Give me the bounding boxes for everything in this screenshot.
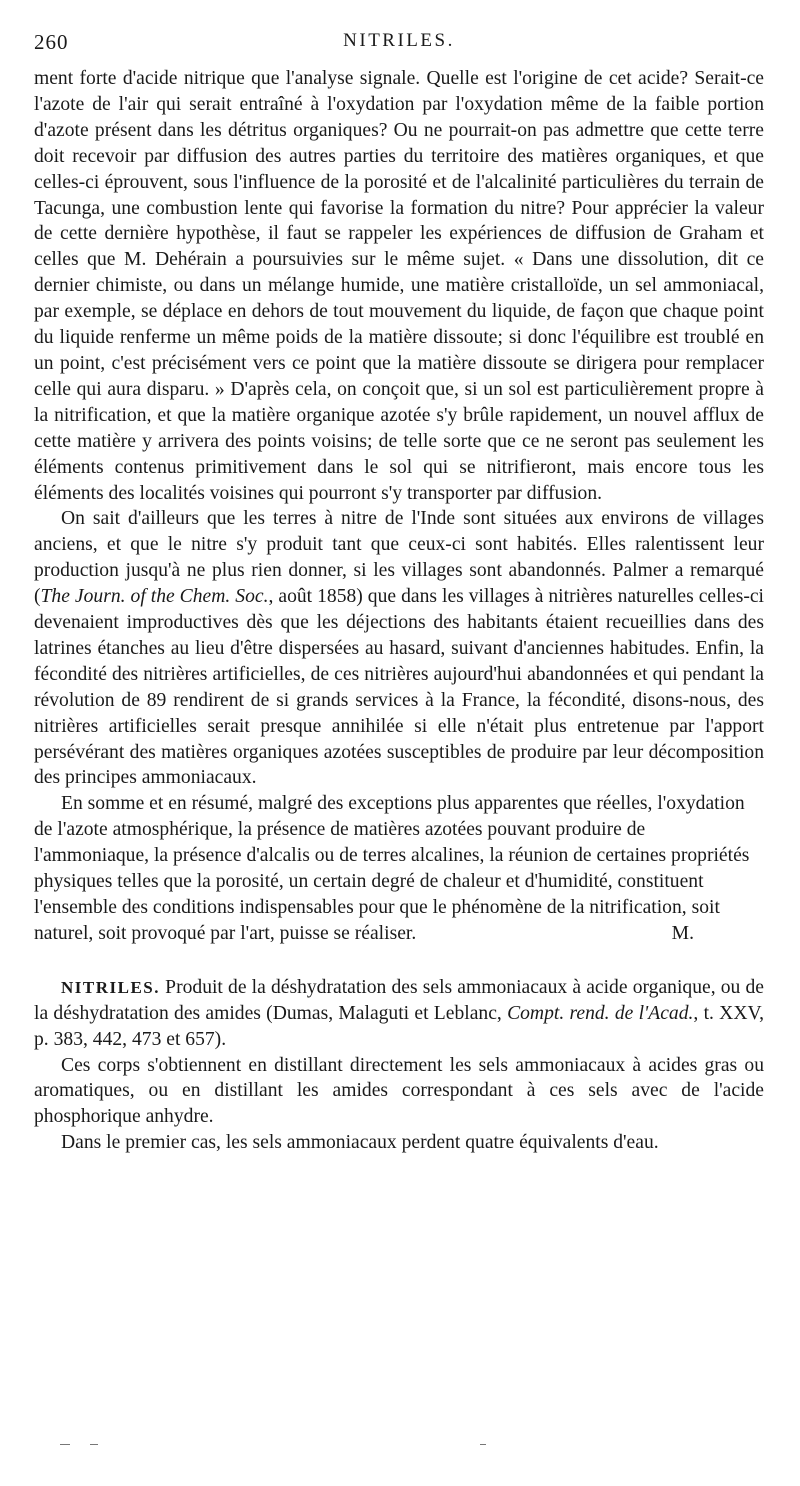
reference-title: Compt. rend. de l'Acad. — [507, 1002, 694, 1024]
dictionary-entry-nitriles — [34, 975, 764, 1053]
paragraph-text: Produit de la déshydratation des sels ammoniacaux à acide organique, ou de la déshydratation des amides (Dumas, Malaguti et Leblanc, — [34, 976, 764, 1024]
paragraph-summary — [34, 791, 764, 946]
rule-mark — [480, 1444, 486, 1445]
journal-title: The Journ. of the Chem. Soc. — [40, 586, 269, 608]
paragraph-text: En somme et en résumé, malgré des exceptions plus apparentes que réelles, l'oxydation de l'azote atmosphérique, la présence de matières azotées pouvant produire de l'ammoniaque, la présence d'alcalis ou de terres alcalines, la réunion de certaines propriétés physiques telles que la porosité, un certain degré de chaleur et d'humidité, constituent l'ensemble des conditions indispensables pour que le phénomène de la nitrification, soit naturel, soit provoqué par l'art, puisse se réaliser. — [34, 793, 750, 944]
page-header — [34, 30, 764, 58]
rule-mark — [60, 1444, 70, 1445]
paragraph-preparation: Ces corps s'obtiennent en distillant directement les sels ammoniacaux à acides gras ou aromatiques, ou en distillant les amides correspondant à ces sels avec de l'acide phosphorique anhydre. — [34, 1054, 764, 1128]
entry-headword: NITRILES. — [61, 977, 161, 997]
paragraph-text: On sait d'ailleurs que les terres à nitre de l'Inde sont situées aux environs de villages anciens, et que le nitre s'y produit tant que ceux-ci sont habités. Elles ralentissent leur production jusqu'à ne plus rien donner, si les villages sont abandonnés. Palmer a remarqué ( — [34, 508, 764, 608]
author-signature: M. — [671, 922, 694, 944]
paragraph-india-nitre — [34, 506, 764, 791]
body-text — [34, 66, 764, 1156]
paragraph-text: , t. XXV, p. 383, 442, 473 et 657). — [34, 1002, 765, 1050]
paragraph-text: , août 1858) que dans les villages à nitrières naturelles celles-ci devenaient improductives dès que les déjections des habitants étaient recueillies dans des latrines étanches au lieu d'être dispersées au hasard, suivant d'anciennes habitudes. Enfin, la fécondité des nitrières artificielles, de ces nitrières aujourd'hui abandonnées et qui pendant la révolution de 89 rendirent de si grands services à la France, la fécondité, disons-nous, des nitrières artificielles serait presque annihilée si elle n'était plus entretenue par l'apport persévérant des matières organiques azotées susceptibles de produire par leur décomposition des principes ammoniacaux. — [34, 586, 764, 789]
paragraph-first-case: Dans le premier cas, les sels ammoniacaux perdent quatre équivalents d'eau. — [61, 1132, 659, 1154]
bottom-rule-marks — [60, 1444, 660, 1448]
page-number: 260 — [34, 30, 69, 54]
paragraph-continuation: ment forte d'acide nitrique que l'analyse signale. Quelle est l'origine de cet acide? Serait-ce l'azote de l'air qui serait entraîné à l'oxydation par l'oxydation même de la faible portion d'azote présent dans les détritus organiques? Ou ne pourrait-on pas admettre que cette terre doit recevoir par diffusion des autres parties du territoire des matières organiques, et que celles-ci éprouvent, sous l'influence de la porosité et de l'alcalinité particulières du terrain de Tacunga, une combustion lente qui favorise la formation du nitre? Pour apprécier la valeur de cette dernière hypothèse, il faut se rappeler les expériences de diffusion de Graham et celles que M. Dehérain a poursuivies sur le même sujet. « Dans une dissolution, dit ce dernier chimiste, ou dans un mélange humide, une matière cristalloïde, un sel ammoniacal, par exemple, se déplace en dehors de tout mouvement du liquide, de façon que chaque point du liquide renferme un même poids de la matière dissoute; si donc l'équilibre est troublé en un point, c'est précisément vers ce point que la matière dissoute se dirigera pour remplacer celle qui aura disparu. » D'après cela, on conçoit que, si un sol est particulièrement propre à la nitrification, et que la matière organique azotée s'y brûle rapidement, un nouvel afflux de cette matière y arrivera des points voisins; de telle sorte que ce ne seront pas seulement les éléments contenus primitivement dans le sol qui se nitrifieront, mais encore tous les éléments des localités voisines qui pourront s'y transporter par diffusion. — [34, 68, 764, 504]
running-title: NITRILES. — [343, 30, 455, 51]
rule-mark — [90, 1444, 98, 1445]
